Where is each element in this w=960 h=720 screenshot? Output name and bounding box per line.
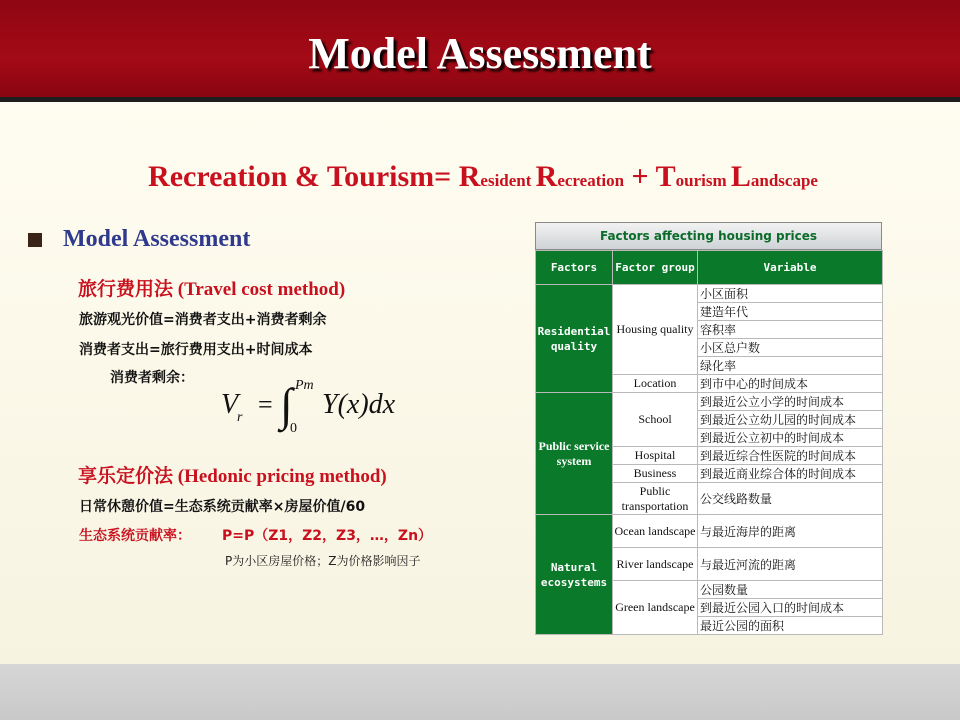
formula-lhs-base: V (221, 389, 239, 420)
variable-cell: 与最近河流的距离 (698, 548, 883, 581)
integral-sign-icon: ∫ (280, 379, 293, 430)
table-row (536, 285, 883, 303)
variable-cell: 到最近商业综合体的时间成本 (698, 465, 883, 483)
formula-lhs-sub: r (237, 410, 243, 425)
factor-natural-ecosystems: Natural ecosystems (536, 515, 613, 635)
variable-cell: 最近公园的面积 (698, 617, 883, 635)
header-factors: Factors (536, 251, 613, 285)
group-river-landscape: River landscape (613, 548, 698, 581)
svg-text:=: = (258, 390, 273, 419)
equation-t-rest: ourism (675, 171, 731, 190)
factors-table (535, 250, 883, 635)
contrib-formula: P=P（Z1，Z2，Z3，…，Zn） (222, 528, 433, 544)
header-variable: Variable (698, 251, 883, 285)
variable-cell: 到最近综合性医院的时间成本 (698, 447, 883, 465)
formula-upper-limit: Pm (295, 378, 314, 393)
variable-cell: 小区面积 (698, 285, 883, 303)
section-heading: Model Assessment (63, 226, 251, 252)
hedonic-note: P为小区房屋价格；Z为价格影响因子 (225, 554, 421, 568)
equation-r1-cap: R (458, 160, 481, 193)
hedonic-heading: 享乐定价法 (Hedonic pricing method) (78, 466, 387, 487)
recreation-equation (0, 160, 960, 194)
travel-cost-heading: 旅行费用法 (Travel cost method) (78, 279, 346, 300)
footer-band (0, 664, 960, 720)
variable-cell: 公交线路数量 (698, 483, 883, 515)
group-business: Business (613, 465, 698, 483)
variable-cell: 建造年代 (698, 303, 883, 321)
travel-cost-line2: 消费者支出=旅行费用支出+时间成本 (79, 342, 313, 358)
square-bullet-icon (28, 233, 42, 247)
variable-cell: 公园数量 (698, 581, 883, 599)
group-public-transportation: Public transportation (613, 483, 698, 515)
variable-cell: 容积率 (698, 321, 883, 339)
variable-cell: 到最近公立小学的时间成本 (698, 393, 883, 411)
variable-cell: 到最近公园入口的时间成本 (698, 599, 883, 617)
equation-l-rest: andscape (750, 171, 818, 190)
equation-r2-cap: R (535, 160, 558, 193)
surplus-label: 消费者剩余： (110, 370, 194, 386)
header-factor-group: Factor group (613, 251, 698, 285)
group-school: School (613, 393, 698, 447)
surplus-integral-formula (218, 375, 428, 435)
title-bar (0, 0, 960, 102)
equation-r1-rest: esident (480, 171, 536, 190)
contrib-label: 生态系统贡献率： (79, 528, 191, 544)
group-ocean-landscape: Ocean landscape (613, 515, 698, 548)
formula-lower-limit: 0 (290, 421, 297, 435)
group-hospital: Hospital (613, 447, 698, 465)
group-green-landscape: Green landscape (613, 581, 698, 635)
table-header-row (536, 251, 883, 285)
formula-integrand: Y(x)dx (322, 389, 396, 420)
factor-residential-quality: Residential quality (536, 285, 613, 393)
table-row (536, 393, 883, 411)
variable-cell: 绿化率 (698, 357, 883, 375)
group-location: Location (613, 375, 698, 393)
equation-t-cap: T (655, 160, 676, 193)
variable-cell: 小区总户数 (698, 339, 883, 357)
slide-title: Model Assessment (308, 29, 652, 78)
variable-cell: 到市中心的时间成本 (698, 375, 883, 393)
group-housing-quality: Housing quality (613, 285, 698, 375)
equation-r2-rest: ecreation (557, 171, 625, 190)
factor-public-service-system: Public service system (536, 393, 613, 515)
travel-cost-line1: 旅游观光价值=消费者支出+消费者剩余 (79, 312, 327, 328)
hedonic-line1: 日常休憩价值=生态系统贡献率×房屋价值/60 (79, 499, 366, 515)
equation-lead: Recreation & Tourism= (148, 160, 459, 193)
equation-l-cap: L (730, 160, 751, 193)
table-caption: Factors affecting housing prices (535, 222, 882, 250)
variable-cell: 到最近公立初中的时间成本 (698, 429, 883, 447)
variable-cell: 与最近海岸的距离 (698, 515, 883, 548)
equation-plus: + (624, 160, 656, 193)
variable-cell: 到最近公立幼儿园的时间成本 (698, 411, 883, 429)
